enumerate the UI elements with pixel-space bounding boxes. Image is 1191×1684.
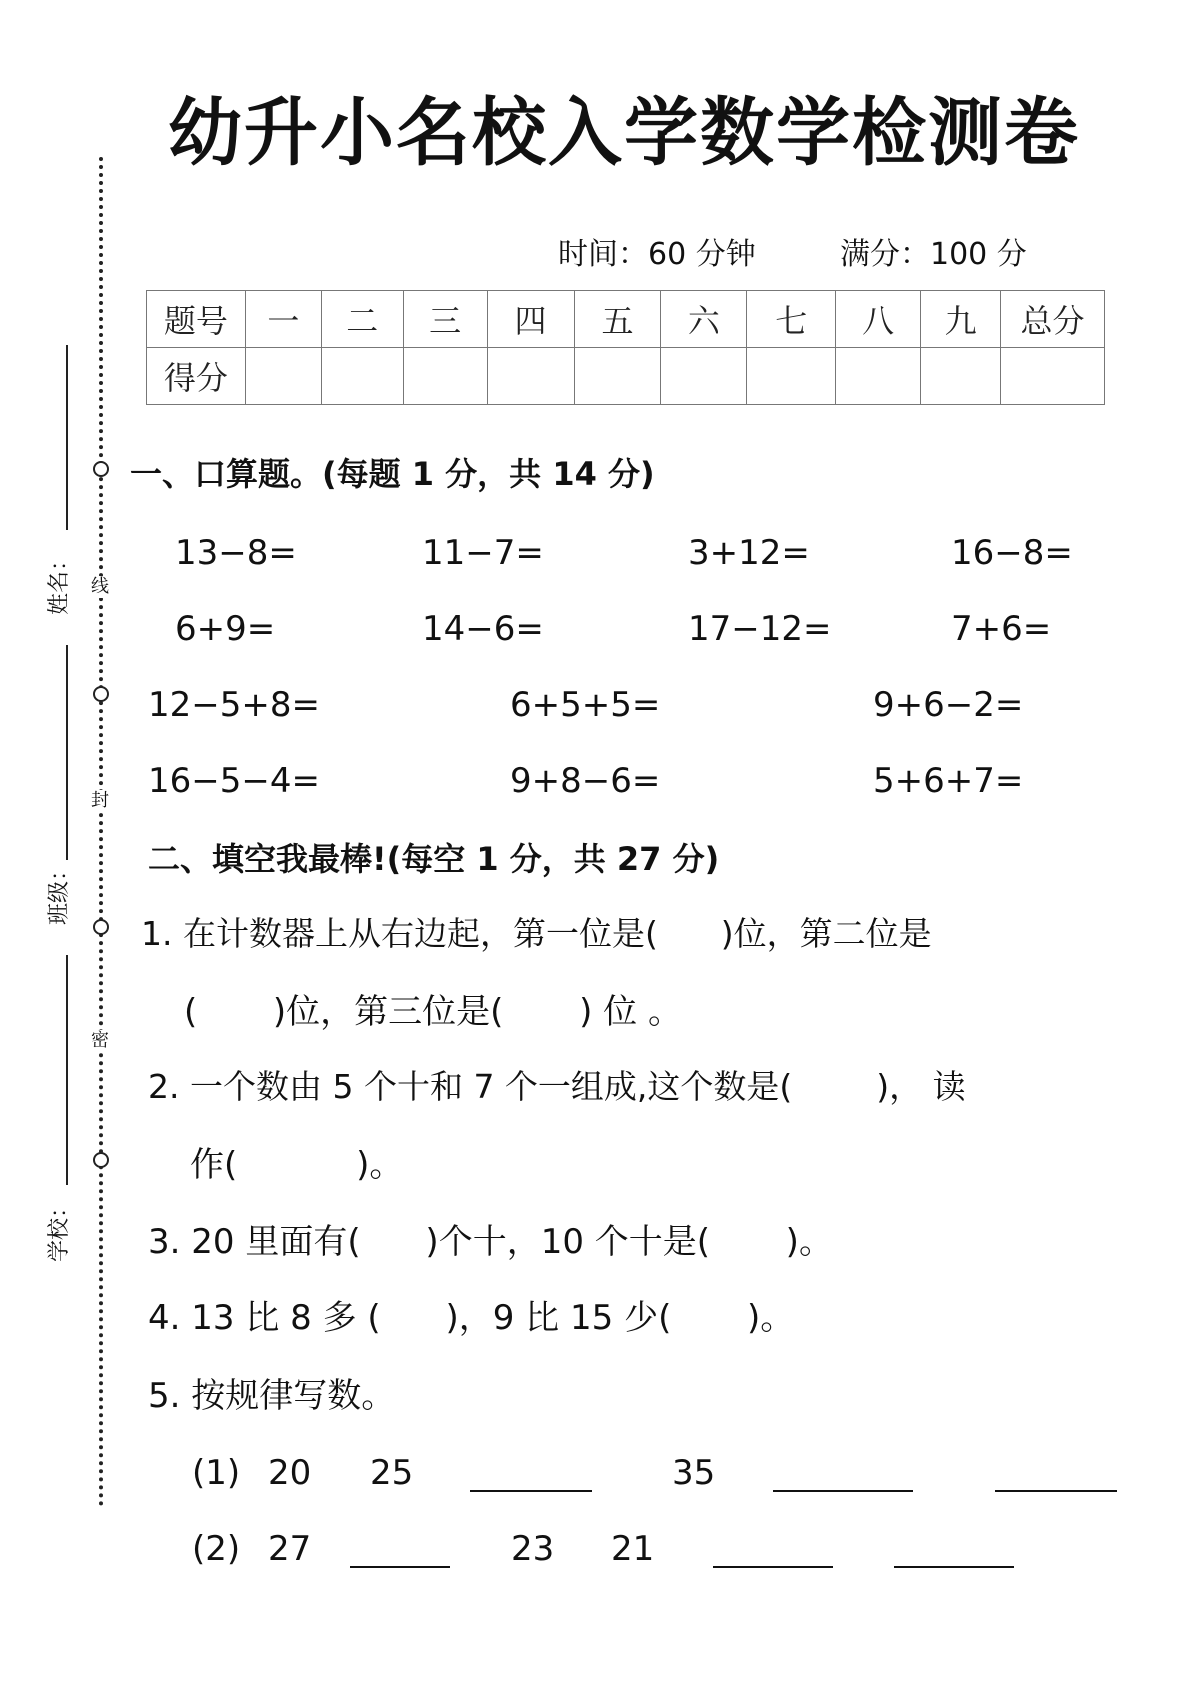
calc-item: 9+6−2= (873, 685, 1024, 725)
page-title: 幼升小名校入学数学检测卷 (168, 90, 1080, 176)
score-cell (245, 348, 321, 405)
header-cell: 总分 (1001, 291, 1105, 348)
answer-blank[interactable] (894, 1564, 1014, 1568)
score-cell (487, 348, 574, 405)
binding-hole-icon (93, 919, 109, 935)
calc-item: 11−7= (422, 533, 544, 573)
header-cell: 八 (836, 291, 921, 348)
score-table-row (147, 348, 1105, 405)
row-label: 得分 (147, 348, 246, 405)
header-cell: 五 (574, 291, 661, 348)
header-cell: 四 (487, 291, 574, 348)
score-cell (403, 348, 487, 405)
seal-char: 线 (91, 576, 109, 597)
score-table-header (147, 291, 1105, 348)
sequence-label: (2) (192, 1529, 241, 1569)
class-label: 班级： (47, 858, 72, 925)
name-underline (66, 345, 68, 530)
header-cell: 九 (921, 291, 1001, 348)
time-limit: 时间：60 分钟 (558, 237, 756, 272)
sequence-number: 27 (268, 1529, 312, 1569)
school-underline (66, 955, 68, 1185)
answer-blank[interactable] (470, 1488, 592, 1492)
answer-blank[interactable] (773, 1488, 913, 1492)
school-label: 学校： (47, 1195, 72, 1262)
score-cell (747, 348, 836, 405)
sequence-number: 35 (672, 1453, 716, 1493)
header-cell: 六 (661, 291, 747, 348)
header-cell: 三 (403, 291, 487, 348)
calc-item: 7+6= (951, 609, 1052, 649)
sequence-number: 20 (268, 1453, 312, 1493)
score-table (146, 290, 1105, 405)
class-underline (66, 645, 68, 860)
calc-item: 12−5+8= (148, 685, 320, 725)
header-cell: 二 (321, 291, 403, 348)
sequence-number: 21 (611, 1529, 655, 1569)
question-line: 作( )。 (190, 1145, 404, 1185)
calc-item: 6+5+5= (510, 685, 661, 725)
calc-item: 3+12= (688, 533, 810, 573)
answer-blank[interactable] (995, 1488, 1117, 1492)
section1-heading: 一、口算题。(每题 1 分，共 14 分) (130, 455, 655, 493)
question-line: 4. 13 比 8 多 ( )，9 比 15 少( )。 (148, 1298, 795, 1338)
calc-item: 16−8= (951, 533, 1073, 573)
sequence-number: 23 (511, 1529, 555, 1569)
score-cell (661, 348, 747, 405)
binding-hole-icon (93, 461, 109, 477)
score-cell (836, 348, 921, 405)
binding-hole-icon (93, 1152, 109, 1168)
full-score: 满分：100 分 (840, 237, 1027, 272)
header-cell: 一 (245, 291, 321, 348)
score-cell (574, 348, 661, 405)
header-cell: 题号 (147, 291, 246, 348)
calc-item: 16−5−4= (148, 761, 320, 801)
answer-blank[interactable] (713, 1564, 833, 1568)
score-cell (321, 348, 403, 405)
calc-item: 13−8= (175, 533, 297, 573)
seal-char: 密 (91, 1030, 109, 1051)
calc-item: 9+8−6= (510, 761, 661, 801)
question-line: 2. 一个数由 5 个十和 7 个一组成,这个数是( )， 读 (148, 1067, 966, 1106)
answer-blank[interactable] (350, 1564, 450, 1568)
calc-item: 5+6+7= (873, 761, 1024, 801)
section2-heading: 二、填空我最棒!(每空 1 分，共 27 分) (148, 840, 720, 878)
sequence-label: (1) (192, 1453, 241, 1493)
question-line: 3. 20 里面有( )个十，10 个十是( )。 (148, 1222, 833, 1262)
name-label: 姓名： (47, 548, 72, 615)
calc-item: 14−6= (422, 609, 544, 649)
binding-hole-icon (93, 686, 109, 702)
header-cell: 七 (747, 291, 836, 348)
score-cell (921, 348, 1001, 405)
score-cell (1001, 348, 1105, 405)
calc-item: 6+9= (175, 609, 276, 649)
binding-dotted-line (99, 157, 103, 1507)
question-line: ( )位，第三位是( ) 位 。 (184, 992, 682, 1032)
calc-item: 17−12= (688, 609, 832, 649)
sequence-number: 25 (370, 1453, 414, 1493)
question-line: 5. 按规律写数。 (148, 1376, 396, 1416)
seal-char: 封 (91, 790, 109, 811)
question-line: 1. 在计数器上从右边起，第一位是( )位，第二位是 (141, 914, 932, 953)
